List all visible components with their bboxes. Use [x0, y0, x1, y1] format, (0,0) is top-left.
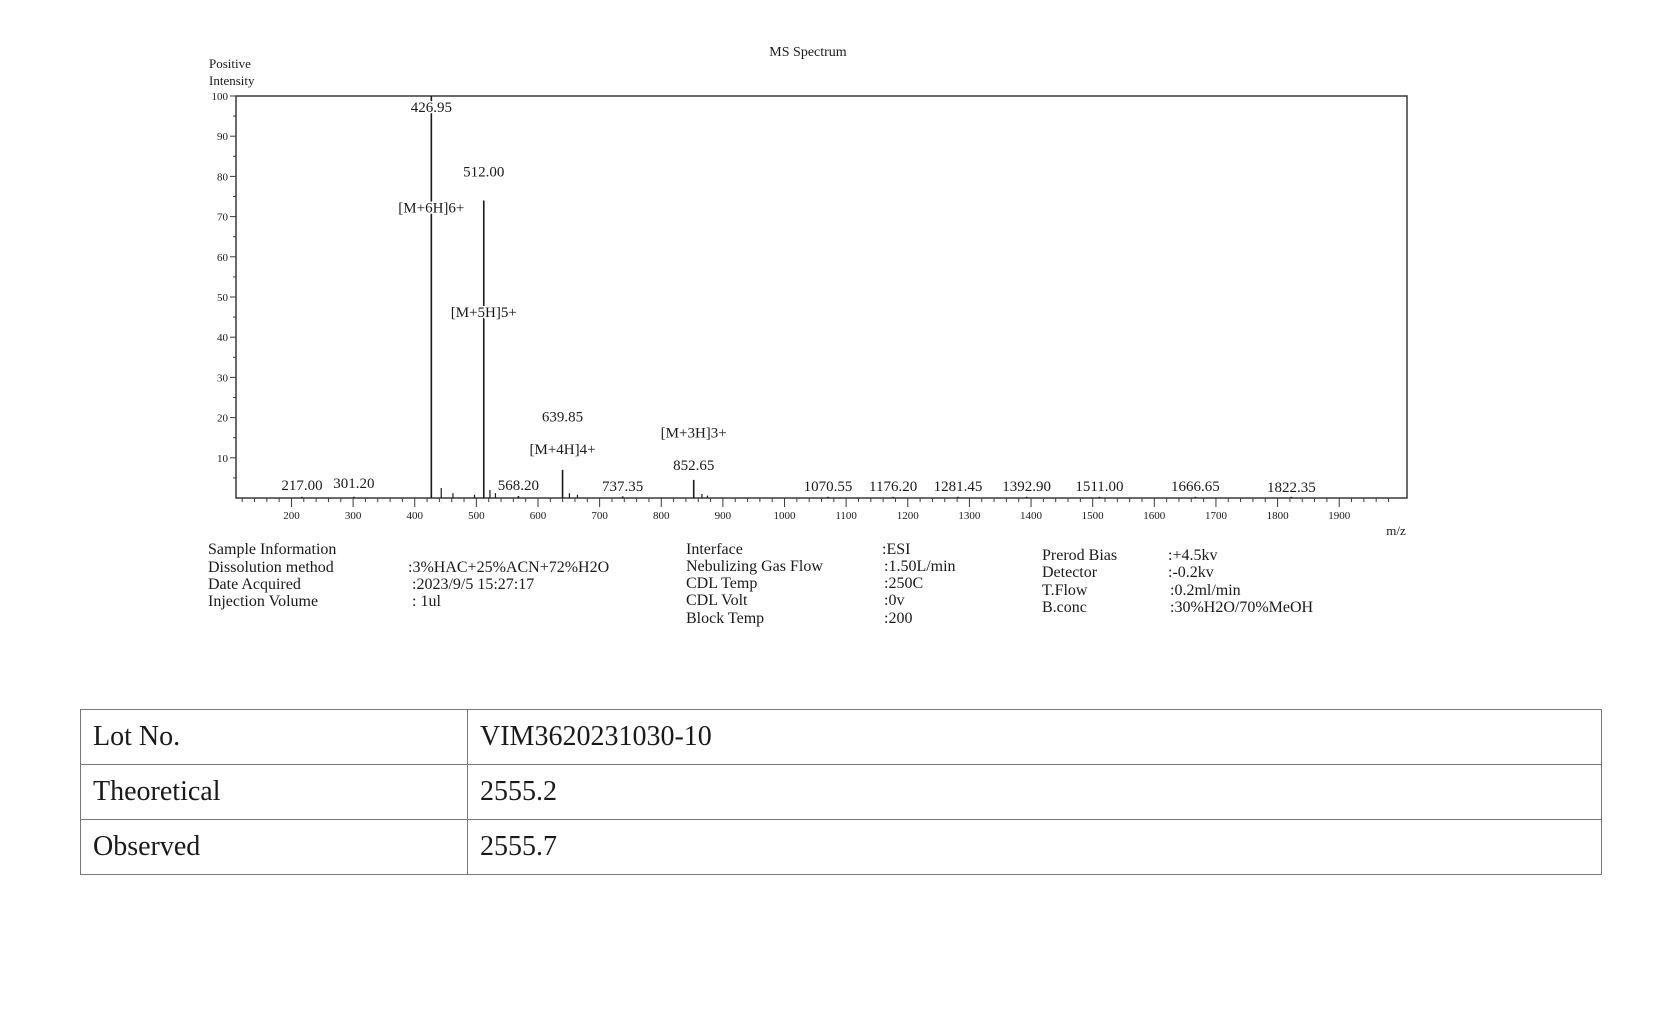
instrument-info-label: Nebulizing Gas Flow — [686, 558, 823, 575]
sample-information-heading: Sample Information — [208, 541, 337, 558]
detector-info-value: :+4.5kv — [1168, 547, 1218, 564]
y-axis-label-line-1: Positive — [209, 56, 251, 71]
x-tick-label: 800 — [653, 510, 670, 522]
detector-info-label: Prerod Bias — [1042, 547, 1118, 564]
x-tick-label: 200 — [283, 510, 300, 522]
peak-label: 1666.65 — [1171, 479, 1220, 496]
detector-info-label: T.Flow — [1042, 582, 1088, 599]
table-value-cell: 2555.2 — [468, 765, 1602, 820]
x-axis — [242, 498, 1388, 522]
x-tick-label: 500 — [468, 510, 485, 522]
peak-label: 1392.90 — [1002, 479, 1052, 496]
table-key-cell: Lot No. — [81, 710, 468, 765]
detector-info-row — [1042, 564, 1372, 581]
x-tick-label: 1900 — [1328, 510, 1351, 522]
instrument-info-row — [686, 558, 1006, 575]
peak-label: 852.65 — [673, 457, 715, 474]
peak-label: 639.85 — [541, 409, 584, 426]
instrument-info-block — [686, 541, 1006, 631]
x-tick-label: 1000 — [773, 510, 796, 522]
table-key-cell: Observed — [81, 820, 468, 875]
detector-info-label: B.conc — [1042, 599, 1087, 616]
peak-label: 737.35 — [602, 479, 644, 496]
y-tick-label: 10 — [217, 452, 228, 465]
sample-info-value: : 1ul — [412, 593, 441, 610]
x-tick-label: 700 — [591, 510, 608, 522]
instrument-info-label: CDL Temp — [686, 575, 758, 592]
y-tick-label: 20 — [217, 412, 228, 425]
x-tick-label: 1300 — [958, 510, 981, 522]
peak-label: 301.20 — [333, 475, 375, 492]
y-tick-label: 70 — [217, 211, 228, 224]
y-tick-label: 90 — [217, 131, 228, 144]
instrument-info-row — [686, 575, 1006, 592]
detector-info-block — [1042, 547, 1372, 619]
plot-frame — [236, 96, 1407, 498]
detector-info-row — [1042, 582, 1372, 599]
peak-label: 1511.00 — [1075, 479, 1124, 496]
x-tick-label: 1500 — [1081, 510, 1104, 522]
table-row-lot-no — [81, 710, 1602, 765]
y-tick-label: 60 — [217, 251, 228, 264]
x-tick-label: 1200 — [896, 510, 919, 522]
x-tick-label: 1400 — [1020, 510, 1043, 522]
peak-label: [M+4H]4+ — [529, 441, 596, 458]
peak-labels — [281, 100, 1315, 496]
instrument-info-row — [686, 592, 1006, 609]
peak-label: 426.95 — [410, 100, 452, 117]
peak-label: 1281.45 — [933, 479, 983, 496]
instrument-info-value: :ESI — [882, 541, 911, 558]
y-tick-label: 50 — [217, 292, 228, 304]
x-axis-label: m/z — [1386, 523, 1406, 538]
result-table — [80, 709, 1602, 875]
peak-label: 512.00 — [463, 164, 505, 181]
instrument-info-value: :250C — [884, 575, 924, 592]
y-axis — [212, 91, 237, 478]
detector-info-value: :0.2ml/min — [1170, 582, 1241, 599]
peak-label: 217.00 — [281, 477, 323, 494]
detector-info-row — [1042, 547, 1372, 564]
peak-label: 1070.55 — [803, 479, 853, 496]
table-row-observed — [81, 820, 1602, 875]
y-tick-label: 40 — [217, 332, 228, 345]
instrument-info-value: :0v — [884, 592, 905, 609]
table-key-cell: Theoretical — [81, 765, 468, 820]
detector-info-value: :-0.2kv — [1168, 564, 1214, 581]
sample-info-label: Date Acquired — [208, 576, 301, 593]
sample-info-row — [208, 593, 658, 610]
peak-lines — [302, 96, 1291, 498]
table-value-cell: 2555.7 — [468, 820, 1602, 875]
x-tick-label: 400 — [406, 510, 423, 522]
instrument-info-row — [686, 541, 1006, 558]
x-tick-label: 1800 — [1266, 510, 1289, 522]
peak-label: 1822.35 — [1266, 479, 1316, 496]
x-tick-label: 900 — [714, 510, 732, 522]
instrument-info-row — [686, 610, 1006, 627]
y-tick-label: 80 — [217, 171, 228, 184]
sample-information-block — [208, 541, 658, 613]
y-tick-label: 30 — [217, 372, 228, 385]
x-tick-label: 1100 — [835, 510, 857, 522]
sample-info-label: Injection Volume — [208, 593, 319, 610]
y-axis-label-line-2: Intensity — [209, 73, 255, 88]
sample-info-label: Dissolution method — [208, 559, 334, 576]
peak-label: 568.20 — [497, 477, 540, 494]
detector-info-row — [1042, 599, 1372, 616]
instrument-info-value: :1.50L/min — [884, 558, 956, 575]
sample-info-row — [208, 559, 658, 576]
peak-label: [M+3H]3+ — [660, 425, 727, 442]
sample-info-row — [208, 576, 658, 593]
x-tick-label: 1600 — [1143, 510, 1166, 522]
peak-label: [M+5H]5+ — [450, 305, 517, 322]
x-tick-label: 300 — [344, 510, 362, 522]
instrument-info-label: CDL Volt — [686, 592, 748, 609]
y-tick-label: 100 — [211, 91, 228, 103]
sample-info-value: :2023/9/5 15:27:17 — [412, 576, 535, 593]
sample-info-value: :3%HAC+25%ACN+72%H2O — [408, 559, 610, 576]
table-value-cell: VIM3620231030-10 — [468, 710, 1602, 765]
peak-label: 1176.20 — [869, 479, 918, 496]
instrument-info-value: :200 — [884, 610, 913, 627]
instrument-info-label: Block Temp — [686, 610, 765, 627]
table-row-theoretical — [81, 765, 1602, 820]
detector-info-value: :30%H2O/70%MeOH — [1170, 599, 1314, 616]
x-tick-label: 1700 — [1204, 510, 1227, 522]
chart-title: MS Spectrum — [769, 45, 847, 60]
instrument-info-label: Interface — [686, 541, 743, 558]
detector-info-label: Detector — [1042, 564, 1098, 581]
peak-label: [M+6H]6+ — [398, 200, 465, 217]
x-tick-label: 600 — [529, 510, 547, 522]
